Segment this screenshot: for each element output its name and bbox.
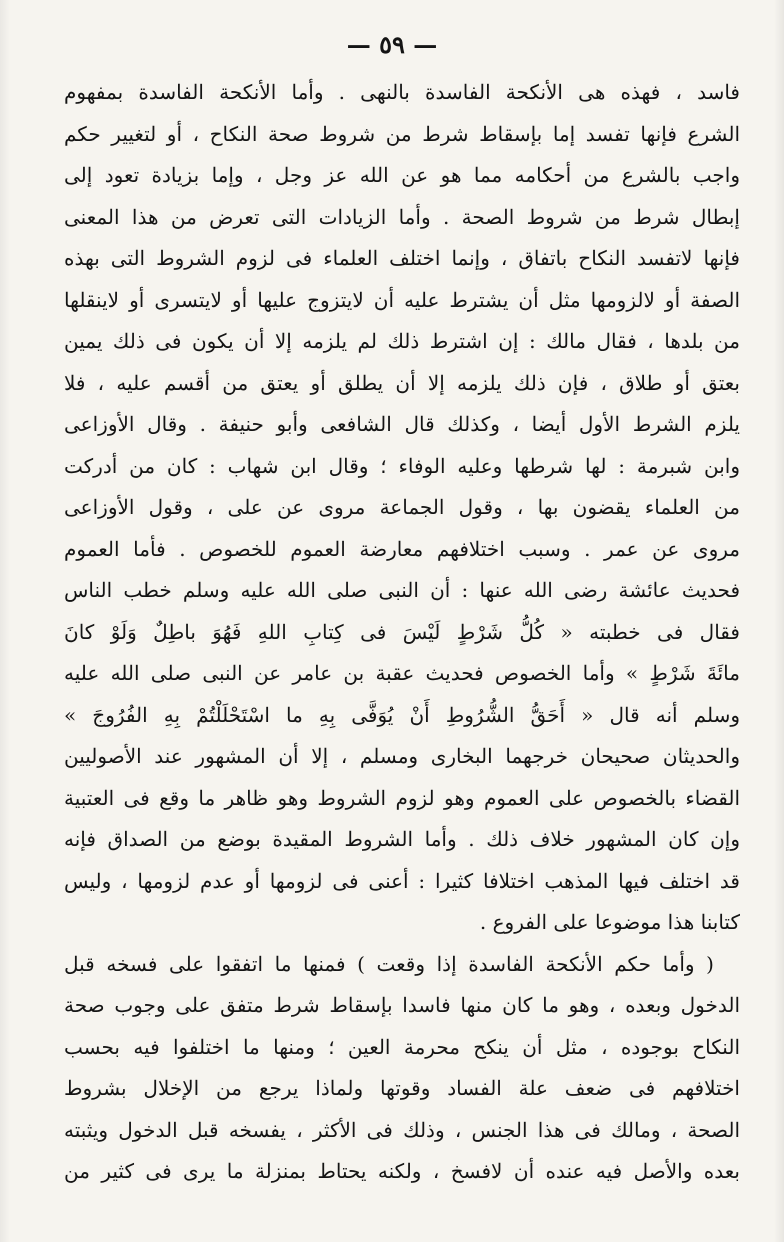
text-line: فإنها لاتفسد النكاح باتفاق ، وإنما اختلف العلماء فى لزوم الشروط التى بهذه xyxy=(64,246,740,270)
text-line: إبطال شرط من شروط الصحة . وأما الزيادات التى تعرض من هذا المعنى xyxy=(64,204,740,229)
text-line: من بلدها ، فقال مالك : إن اشترط ذلك لم يلزمه إلا أن يكون فى ذلك يمين xyxy=(64,329,740,353)
text-line: مروى عن عمر . وسبب اختلافهم معارضة العموم للخصوص . فأما العموم xyxy=(64,536,740,561)
page-number: — ٥٩ — xyxy=(346,30,438,59)
text-line: واجب بالشرع من أحكامه مما هو عن الله عز وجل ، وإما بزيادة تعود إلى xyxy=(64,163,740,187)
text-line: الصحة ، ومالك فى هذا الجنس ، وذلك فى الأكثر ، يفسخه قبل الدخول ويثبته xyxy=(64,1117,740,1142)
text-line: والحديثان صحيحان خرجهما البخارى ومسلم ، إلا أن المشهور عند الأصوليين xyxy=(64,744,740,768)
text-line: بعتق أو طلاق ، فإن ذلك يلزمه إلا أن يطلق أو يعتق من أقسم عليه ، فلا xyxy=(64,370,740,395)
text-line: النكاح بوجوده ، مثل أن ينكح محرمة العين ؛ ومنها ما اختلفوا فيه بحسب xyxy=(64,1034,740,1059)
text-line: القضاء بالخصوص على العموم وهو لزوم الشروط وهو ظاهر ما وقع فى العتبية xyxy=(64,785,740,810)
text-line: وابن شبرمة : لها شرطها وعليه الوفاء ؛ وقال ابن شهاب : كان من أدركت xyxy=(64,453,740,478)
text-line: الدخول وبعده ، وهو ما كان منها فاسدا بإسقاط شرط متفق على وجوب صحة xyxy=(64,993,740,1017)
page-edge-shadow xyxy=(0,0,10,1242)
text-line: ( وأما حكم الأنكحة الفاسدة إذا وقعت ) فمنها ما اتفقوا على فسخه قبل xyxy=(64,951,714,976)
text-line: وإن كان المشهور خلاف ذلك . وأما الشروط المقيدة بوضع من الصداق فإنه xyxy=(64,827,740,851)
text-line: فحديث عائشة رضى الله عنها : أن النبى صلى الله عليه وسلم خطب الناس xyxy=(64,578,740,602)
text-line: من العلماء يقضون بها ، وقول الجماعة مروى عن على ، وقول الأوزاعى xyxy=(64,495,740,519)
text-line: وسلم أنه قال « أَحَقُّ الشُّرُوطِ أَنْ يُوَفَّى بِهِ ما اسْتَحْلَلْتُمْ بِهِ الفُرُوجَ » xyxy=(64,702,740,727)
text-line: الشرع فإنها تفسد إما بإسقاط شرط من شروط صحة النكاح ، أو لتغيير حكم xyxy=(64,121,740,146)
text-line: بعده والأصل فيه عنده أن لافسخ ، ولكنه يحتاط بمنزلة ما يرى فى كثير من xyxy=(64,1159,740,1183)
body-text xyxy=(64,72,740,1193)
text-line: قد اختلف فيها المذهب اختلافا كثيرا : أعنى فى لزومها أو عدم لزومها ، وليس xyxy=(64,868,740,893)
text-line: فاسد ، فهذه هى الأنكحة الفاسدة بالنهى . وأما الأنكحة الفاسدة بمفهوم xyxy=(64,80,740,104)
text-line: يلزم الشرط الأول أيضا ، وكذلك قال الشافعى وأبو حنيفة . وقال الأوزاعى xyxy=(64,412,740,436)
text-line: مائَةَ شَرْطٍ » وأما الخصوص فحديث عقبة بن عامر عن النبى صلى الله عليه xyxy=(64,661,740,685)
text-line: فقال فى خطبته « كُلُّ شَرْطٍ لَيْسَ فى كِتابِ اللهِ فَهُوَ باطِلٌ وَلَوْ كانَ xyxy=(64,619,740,644)
text-line: الصفة أو لالزومها مثل أن يشترط عليه أن لايتزوج عليها أو لايتسرى أو لاينقلها xyxy=(64,287,740,312)
text-line: اختلافهم فى ضعف علة الفساد وقوتها ولماذا يرجع من الإخلال بشروط xyxy=(64,1076,740,1100)
page-edge-shadow xyxy=(774,0,784,1242)
text-line: كتابنا هذا موضوعا على الفروع . xyxy=(479,910,740,934)
